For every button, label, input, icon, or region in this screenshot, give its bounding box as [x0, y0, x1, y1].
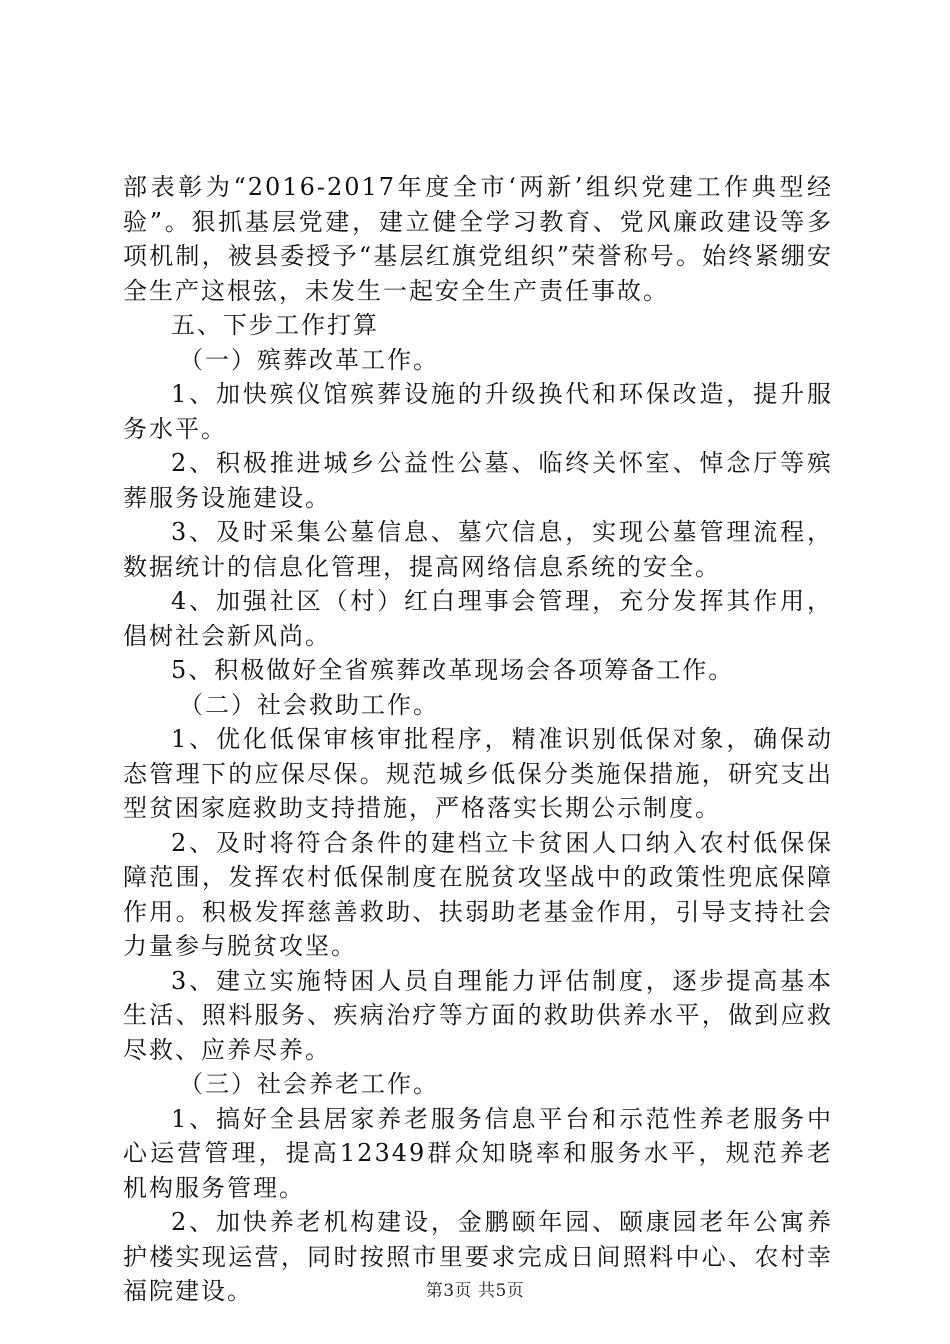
paragraph: （二）社会救助工作。 — [179, 690, 439, 719]
paragraph: 部表彰为“2016-2017年度全市‘两新’组织党建工作典型经验”。狠抓基层党建，建立健全学习教育、党风廉政建设等多项机制，被县委授予“基层红旗党组织”荣誉称号。始终紧绷安全生产这根弦，未发生一起安全生产责任事故。 — [123, 173, 833, 305]
page-footer: 第3页 共5页 — [425, 1281, 525, 1301]
paragraph: 2、加快养老机构建设，金鹏颐年园、颐康园老年公寓养护楼实现运营，同时按照市里要求完成日间照料中心、农村幸福院建设。 — [123, 1208, 833, 1305]
paragraph: 2、及时将符合条件的建档立卡贫困人口纳入农村低保保障范围，发挥农村低保制度在脱贫攻坚战中的政策性兜底保障作用。积极发挥慈善救助、扶弱助老基金作用，引导支持社会力量参与脱贫攻坚。 — [123, 828, 833, 960]
paragraph: 4、加强社区（村）红白理事会管理，充分发挥其作用，倡树社会新风尚。 — [123, 587, 833, 650]
paragraph: 3、及时采集公墓信息、墓穴信息，实现公墓管理流程，数据统计的信息化管理，提高网络信息系统的安全。 — [123, 518, 833, 581]
paragraph: 3、建立实施特困人员自理能力评估制度，逐步提高基本生活、照料服务、疾病治疗等方面的救助供养水平，做到应救尽救、应养尽养。 — [123, 966, 833, 1064]
paragraph: 1、优化低保审核审批程序，精准识别低保对象，确保动态管理下的应保尽保。规范城乡低保分类施保措施，研究支出型贫困家庭救助支持措施，严格落实长期公示制度。 — [123, 725, 833, 822]
paragraph: 五、下步工作打算 — [171, 311, 379, 339]
document-body — [123, 170, 833, 1309]
paragraph: （一）殡葬改革工作。 — [179, 345, 439, 374]
paragraph: 1、搞好全县居家养老服务信息平台和示范性养老服务中心运营管理，提高12349群众知晓率和服务水平，规范养老机构服务管理。 — [123, 1104, 833, 1202]
paragraph: （三）社会养老工作。 — [179, 1070, 439, 1098]
paragraph: 5、积极做好全省殡葬改革现场会各项筹备工作。 — [171, 656, 735, 684]
paragraph: 2、积极推进城乡公益性公墓、临终关怀室、悼念厅等殡葬服务设施建设。 — [123, 449, 833, 512]
paragraph: 1、加快殡仪馆殡葬设施的升级换代和环保改造，提升服务水平。 — [123, 380, 833, 443]
